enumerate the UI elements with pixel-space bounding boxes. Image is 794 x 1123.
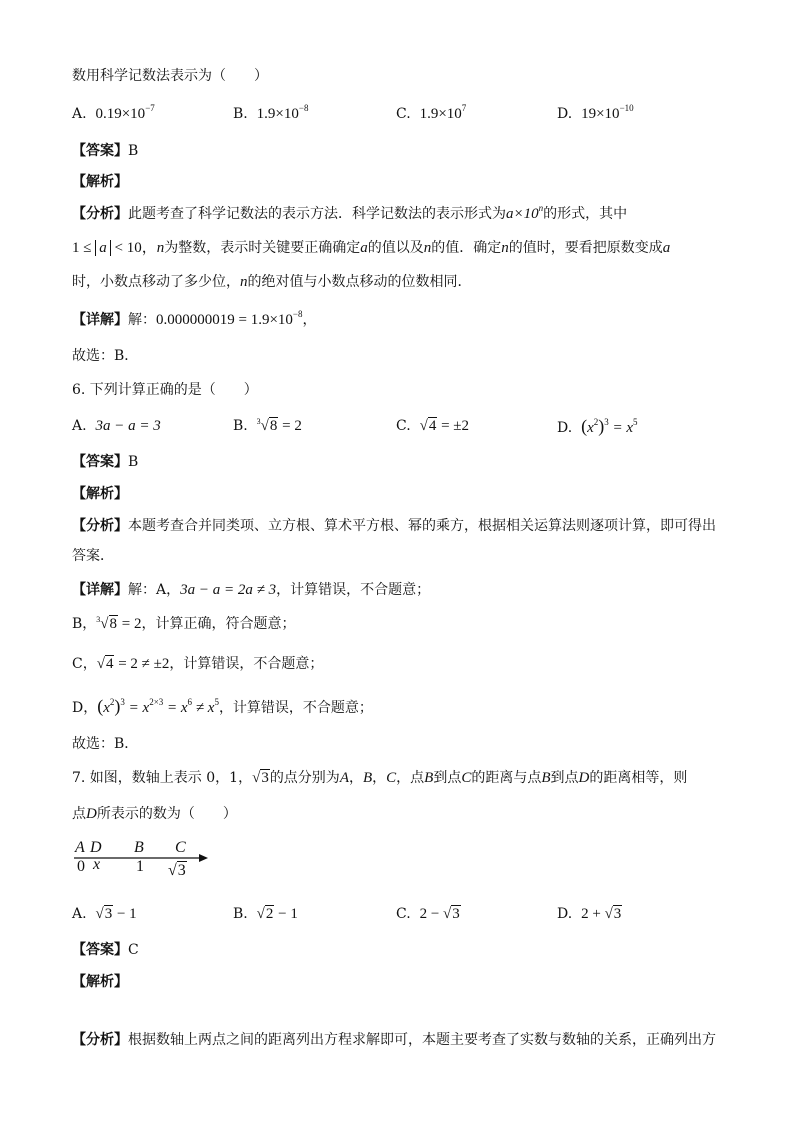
q5-answer — [72, 141, 138, 161]
q5-analysis-line2 — [72, 238, 670, 258]
radical-sign: √ — [95, 906, 104, 922]
radicand: 3 — [613, 906, 622, 922]
option-exp: −8 — [298, 103, 309, 113]
point-label: D — [86, 806, 97, 822]
math-var: n — [423, 240, 432, 256]
q6-detail-b — [72, 614, 296, 636]
radicand: 2 — [265, 906, 274, 922]
q6-detail-a — [72, 580, 430, 600]
radicand: 8 — [269, 418, 278, 434]
option-math: = 2 — [278, 418, 302, 434]
math-var: a — [360, 240, 368, 256]
text: 点 — [72, 806, 86, 822]
text: 的点分别为 — [269, 770, 340, 786]
point-label: B — [362, 770, 373, 786]
radicand: 3 — [452, 906, 460, 922]
option-exp: −10 — [619, 103, 634, 113]
radicand: 3 — [177, 862, 186, 879]
q6-stem: 6. 下列计算正确的是（ ） — [72, 382, 258, 398]
text: 到点 — [550, 770, 579, 786]
q5-analysis-line1 — [72, 204, 627, 225]
q5-option-c — [396, 104, 466, 125]
detail-tag: 【详解】 — [72, 312, 128, 328]
text: ，计算错误，不合题意； — [169, 656, 324, 672]
radicand: 8 — [109, 616, 118, 632]
math-var: a — [662, 240, 671, 256]
math-exp: −8 — [292, 309, 303, 319]
q5-option-b — [233, 104, 308, 125]
math: = 2 — [118, 616, 142, 632]
tick-one: 1 — [136, 858, 144, 875]
answer-value: B — [128, 454, 139, 470]
q6-option-a — [72, 416, 161, 436]
answer-tag: 【答案】 — [72, 454, 128, 470]
math-exp: 5 — [633, 417, 638, 427]
analysis-tag: 【分析】 — [72, 206, 128, 222]
math-exp: 5 — [214, 697, 219, 707]
q6-option-c — [396, 416, 469, 436]
text: 解： — [128, 312, 156, 328]
option-math: 1.9×10 — [256, 106, 299, 122]
option-label: A. — [72, 418, 87, 434]
math-var: n — [240, 274, 248, 290]
q6-detail-c — [72, 654, 323, 674]
text: 的值时，要看把原数变成 — [508, 240, 663, 256]
point-label: C — [386, 770, 397, 786]
q5-stem-tail: 数用科学记数法表示为（ ） — [72, 68, 268, 84]
option-label: B. — [233, 106, 248, 122]
q5-option-a — [72, 104, 155, 125]
option-math: 2 − — [419, 906, 444, 922]
answer-value: B — [128, 143, 139, 159]
q5-detail — [72, 310, 317, 331]
text: 时，小数点移动了多少位， — [72, 274, 240, 290]
detail-tag: 【详解】 — [72, 582, 128, 598]
option-exp: 7 — [461, 103, 467, 113]
tick-sqrt3 — [168, 862, 187, 880]
radical-sign: √ — [168, 862, 177, 879]
math: 0.000000019 = 1.9×10 — [156, 312, 293, 328]
point-label: C — [461, 770, 472, 786]
answer-tag: 【答案】 — [72, 942, 128, 958]
answer-value: C — [128, 942, 139, 958]
text: ，计算错误，不合题意； — [276, 582, 431, 598]
text: 此题考查了科学记数法的表示方法．科学记数法的表示形式为 — [128, 206, 506, 222]
analysis-tag: 【分析】 — [72, 518, 128, 534]
math-var: n — [501, 240, 509, 256]
q7-analysis-line1 — [72, 1030, 716, 1050]
math-exp: 3 — [120, 697, 125, 707]
q6-jiexi-tag: 【解析】 — [72, 486, 128, 502]
option-math: 2 + — [581, 906, 605, 922]
text: C， — [72, 656, 97, 672]
math-exp: 2 — [109, 697, 115, 707]
radicand: 3 — [104, 906, 113, 922]
text: B， — [72, 616, 97, 632]
math: 3a − a = 2a ≠ 3 — [180, 582, 277, 598]
text: 的值．确定 — [431, 240, 502, 256]
text: 的距离相等，则 — [589, 770, 688, 786]
math-exp: 3 — [604, 417, 609, 427]
q6-choose: 故选：B． — [72, 736, 139, 752]
q7-option-b — [233, 904, 298, 924]
tick-zero: 0 — [77, 858, 85, 875]
option-label: D. — [557, 420, 573, 436]
q7-option-d — [557, 904, 622, 924]
option-exp: −7 — [145, 103, 155, 113]
math: < 10， — [110, 240, 157, 256]
math-exp: 6 — [187, 697, 193, 707]
text: 的绝对值与小数点移动的位数相同． — [247, 274, 472, 290]
option-label: D. — [557, 106, 573, 122]
radical-sign: √ — [419, 418, 428, 434]
point-label: B — [424, 770, 434, 786]
q5-analysis-line3 — [72, 272, 472, 292]
radical-sign: √ — [443, 906, 452, 922]
option-label: D. — [557, 906, 573, 922]
text: 根据数轴上两点之间的距离列出方程求解即可，本题主要考查了实数与数轴的关系，正确列出方 — [128, 1032, 716, 1048]
option-math: − 1 — [113, 906, 137, 922]
answer-tag: 【答案】 — [72, 143, 128, 159]
math-exp: 2×3 — [149, 697, 164, 707]
tick-x: x — [93, 856, 101, 873]
q6-analysis-line1 — [72, 516, 716, 536]
radical-sign: √ — [256, 906, 265, 922]
text: D， — [72, 700, 98, 716]
option-label: A. — [72, 106, 87, 122]
text: 解：A， — [128, 582, 181, 598]
text: 的距离与点 — [471, 770, 542, 786]
text: ，计算正确，符合题意； — [141, 616, 296, 632]
text: 的形式，其中 — [543, 206, 628, 222]
q5-jiexi-tag: 【解析】 — [72, 174, 128, 190]
q6-answer — [72, 452, 138, 472]
text: 的值以及 — [367, 240, 424, 256]
math: = x — [124, 700, 150, 716]
text: ， — [302, 312, 317, 328]
math: ≠ x — [192, 700, 215, 716]
root-index: 3 — [96, 615, 101, 624]
q6-option-b — [233, 416, 302, 438]
radical-sign: √ — [96, 656, 105, 672]
option-math: 3a − a = 3 — [95, 418, 161, 434]
q7-option-c — [396, 904, 461, 924]
root-index: 3 — [256, 417, 261, 426]
point-c-label: C — [175, 839, 186, 856]
text: 7. 如图，数轴上表示 0，1， — [72, 770, 253, 786]
math-var: x — [103, 700, 110, 716]
q5-option-d — [557, 104, 634, 125]
q7-stem-line1: 7. 如图，数轴上表示 0，1，√3的点分别为A，B，C，点B到点C的距离与点B到点D的距离相等，则 — [72, 770, 688, 786]
math: = x — [163, 700, 188, 716]
option-label: A. — [72, 906, 87, 922]
point-label: D — [578, 770, 590, 786]
radical-sign: √ — [252, 770, 261, 786]
point-a-label: A — [75, 839, 85, 856]
text: ，点 — [396, 770, 425, 786]
math: = 2 ≠ ±2 — [114, 656, 170, 672]
radicand: 3 — [261, 770, 269, 786]
q5-choose: 故选：B． — [72, 348, 139, 364]
option-label: C. — [396, 106, 411, 122]
math: 1 ≤ — [72, 240, 96, 256]
radical-sign: √ — [260, 418, 269, 434]
text: 本题考查合并同类项、立方根、算术平方根、幂的乘方，根据相关运算法则逐项计算，即可得出 — [128, 518, 716, 534]
option-label: C. — [396, 418, 411, 434]
radicand: 4 — [428, 418, 437, 434]
text: ，计算错误，不合题意； — [218, 700, 373, 716]
q7-answer — [72, 940, 139, 960]
text: 到点 — [433, 770, 462, 786]
q6-analysis-line2: 答案． — [72, 548, 114, 564]
option-label: B. — [233, 906, 248, 922]
q6-option-d: D. $(x^2)^3 = x^5$ — [557, 416, 638, 436]
abs-value: a — [95, 240, 111, 256]
text: 为整数，表示时关键要正确确定 — [164, 240, 361, 256]
math-exp: n — [538, 203, 544, 213]
option-label: C. — [396, 906, 411, 922]
number-line-figure — [72, 838, 222, 886]
option-label: B. — [233, 418, 248, 434]
text: 所表示的数为（ ） — [96, 806, 237, 822]
q7-option-a — [72, 904, 137, 924]
point-label: B — [541, 770, 551, 786]
option-math: − 1 — [274, 906, 298, 922]
point-label: A — [339, 770, 349, 786]
option-math: = ±2 — [437, 418, 470, 434]
option-math: 1.9×10 — [419, 106, 462, 122]
radicand: 4 — [105, 656, 114, 672]
radical-sign: √ — [604, 906, 613, 922]
point-b-label: B — [134, 839, 144, 856]
q7-stem-line2 — [72, 804, 237, 824]
q6-detail-d: D，$(x^2)^3 = x^{2\times 3} = x^6 \ne x^5$，计算错误，不合题意； — [72, 696, 373, 716]
math-exp: 2 — [593, 417, 599, 427]
q7-jiexi-tag: 【解析】 — [72, 974, 128, 990]
radical-sign: √ — [100, 616, 109, 632]
analysis-tag: 【分析】 — [72, 1032, 128, 1048]
math: a×10 — [506, 206, 539, 222]
option-math: = x — [608, 420, 634, 436]
math-var: x — [587, 420, 594, 436]
option-math: 0.19×10 — [95, 106, 146, 122]
point-d-label: D — [90, 839, 102, 856]
math-var: n — [156, 240, 165, 256]
option-math: 19×10 — [581, 106, 620, 122]
